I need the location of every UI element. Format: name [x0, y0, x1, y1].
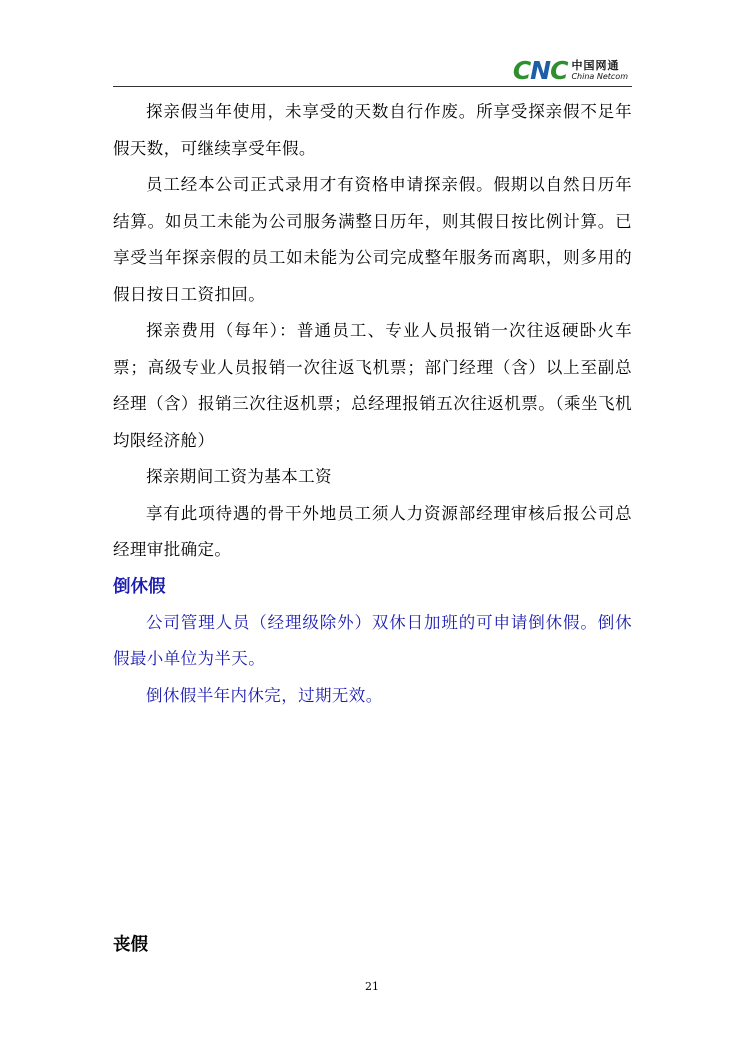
- paragraph-home-leave-usage: 探亲假当年使用，未享受的天数自行作废。所享受探亲假不足年假天数，可继续享受年假。: [113, 102, 632, 158]
- page-number: 21: [365, 980, 379, 993]
- heading-compensatory-leave: 倒休假: [113, 576, 166, 597]
- cnc-logo: [513, 56, 628, 84]
- heading-bereavement-leave: 丧假: [113, 934, 148, 955]
- paragraph-home-leave-approval: 享有此项待遇的骨干外地员工须人力资源部经理审核后报公司总经理审批确定。: [113, 503, 632, 559]
- document-body: [113, 94, 632, 714]
- paragraph-home-leave-salary: 探亲期间工资为基本工资: [146, 467, 332, 486]
- logo-english-name: China Netcom: [571, 71, 628, 81]
- logo-chinese-name: 中国网通: [571, 58, 620, 72]
- paragraph-home-leave-expenses: 探亲费用（每年）：普通员工、专业人员报销一次往返硬卧火车票；高级专业人员报销一次往返飞机票；部门经理（含）以上至副总经理（含）报销三次往返机票；总经理报销五次往返机票。（乘坐飞机均限经济舱）: [113, 321, 632, 450]
- logo-mark: CNC: [512, 55, 568, 85]
- page-header: [113, 52, 632, 87]
- paragraph-compensatory-expiry: 倒休假半年内休完，过期无效。: [146, 685, 383, 705]
- paragraph-home-leave-eligibility: 员工经本公司正式录用才有资格申请探亲假。假期以自然日历年结算。如员工未能为公司服务满整日历年，则其假日按比例计算。已享受当年探亲假的员工如未能为公司完成整年服务而离职，则多用的假日按日工资扣回。: [113, 175, 632, 304]
- paragraph-compensatory-eligibility: 公司管理人员（经理级除外）双休日加班的可申请倒休假。倒休假最小单位为半天。: [113, 612, 632, 668]
- logo-text: [571, 60, 628, 81]
